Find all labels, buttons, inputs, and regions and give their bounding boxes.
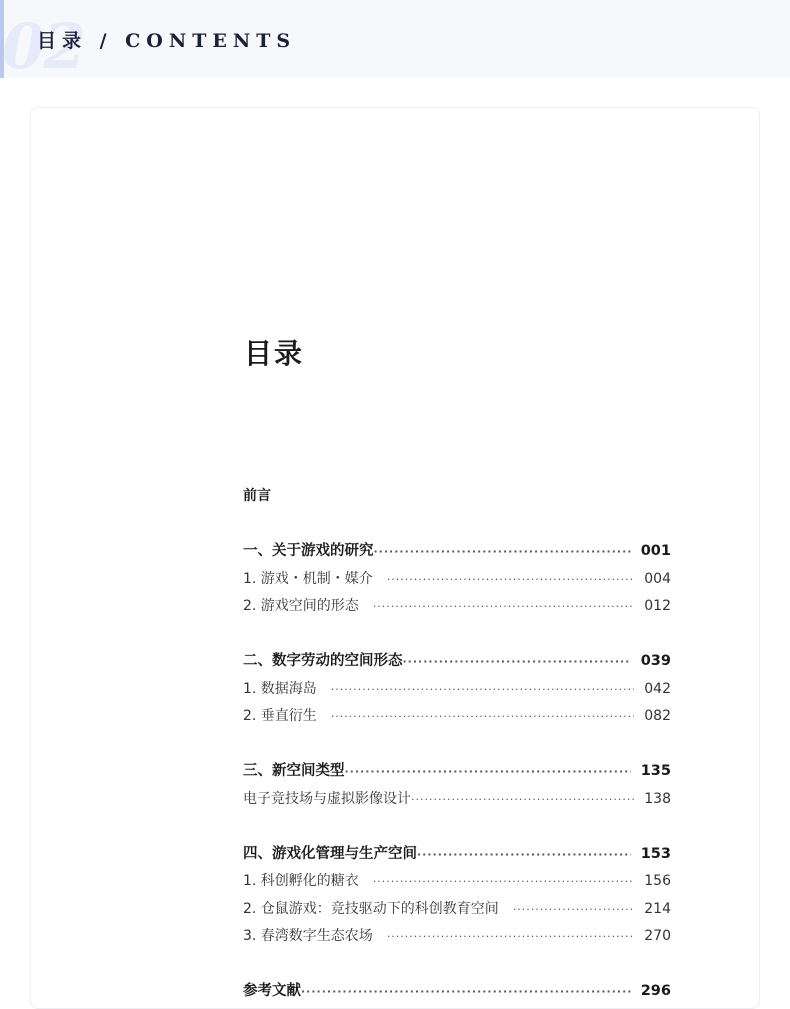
toc-item-row[interactable] <box>243 923 671 951</box>
toc-item-row[interactable] <box>243 703 671 731</box>
leader-dots <box>403 648 631 676</box>
toc-heading-label: 一、关于游戏的研究 <box>243 543 374 559</box>
toc-item-row[interactable] <box>243 566 671 594</box>
table-of-contents <box>243 484 671 1006</box>
toc-heading-label: 参考文献 <box>243 983 301 999</box>
toc-title: 目录 <box>244 337 305 370</box>
toc-page-number: 082 <box>644 708 671 724</box>
leader-dots <box>387 923 634 951</box>
leader-dots <box>331 703 634 731</box>
toc-heading-label: 三、新空间类型 <box>243 763 345 779</box>
leader-dots <box>417 841 631 869</box>
toc-section <box>243 841 671 951</box>
toc-heading-row[interactable] <box>243 648 671 676</box>
toc-item-row[interactable] <box>243 676 671 704</box>
toc-page-number: 156 <box>644 873 671 889</box>
toc-item-row[interactable] <box>243 868 671 896</box>
toc-section <box>243 648 671 731</box>
toc-page-number: 004 <box>644 570 671 587</box>
toc-heading-row[interactable] <box>243 758 671 786</box>
toc-page-number: 039 <box>640 653 671 669</box>
section-number-watermark: 02 <box>2 10 85 78</box>
leader-dots <box>387 566 634 594</box>
leader-dots <box>411 786 634 814</box>
toc-item-label: 2. 游戏空间的形态 <box>243 598 359 614</box>
toc-item-label: 1. 数据海岛 <box>243 680 317 697</box>
toc-page-number: 270 <box>644 928 671 944</box>
leader-dots <box>345 758 631 786</box>
toc-item-label: 1. 科创孵化的糖衣 <box>243 873 359 889</box>
page-header <box>0 0 790 78</box>
toc-page-number: 138 <box>644 790 671 807</box>
toc-item-label: 3. 春湾数字生态农场 <box>243 928 373 944</box>
toc-page-number: 012 <box>644 598 671 614</box>
leader-dots <box>373 593 634 621</box>
toc-item-row[interactable] <box>243 896 671 924</box>
toc-item-row[interactable] <box>243 786 671 814</box>
toc-item-row[interactable] <box>243 593 671 621</box>
toc-item-label: 电子竞技场与虚拟影像设计 <box>243 790 411 807</box>
leader-dots <box>301 978 631 1006</box>
leader-dots <box>513 896 634 924</box>
toc-page-number: 001 <box>640 543 671 559</box>
leader-dots <box>373 868 634 896</box>
toc-page-number: 296 <box>640 983 671 999</box>
toc-heading-row[interactable] <box>243 841 671 869</box>
toc-page-number: 042 <box>644 680 671 697</box>
toc-references-row[interactable] <box>243 978 671 1006</box>
toc-page-number: 153 <box>640 845 671 862</box>
toc-heading-label: 二、数字劳动的空间形态 <box>243 653 403 669</box>
toc-item-label: 2. 垂直衍生 <box>243 708 317 724</box>
toc-item-label: 2. 仓鼠游戏：竞技驱动下的科创教育空间 <box>243 900 499 917</box>
toc-heading-label: 四、游戏化管理与生产空间 <box>243 845 417 862</box>
leader-dots <box>331 676 634 704</box>
toc-page-number: 214 <box>644 900 671 917</box>
toc-section <box>243 538 671 621</box>
toc-page-number: 135 <box>640 763 671 779</box>
toc-section <box>243 758 671 813</box>
header-title: 目录 / CONTENTS <box>37 30 297 52</box>
toc-preface[interactable]: 前言 <box>243 488 271 504</box>
leader-dots <box>374 538 631 566</box>
toc-item-label: 1. 游戏・机制・媒介 <box>243 570 373 587</box>
toc-heading-row[interactable] <box>243 538 671 566</box>
